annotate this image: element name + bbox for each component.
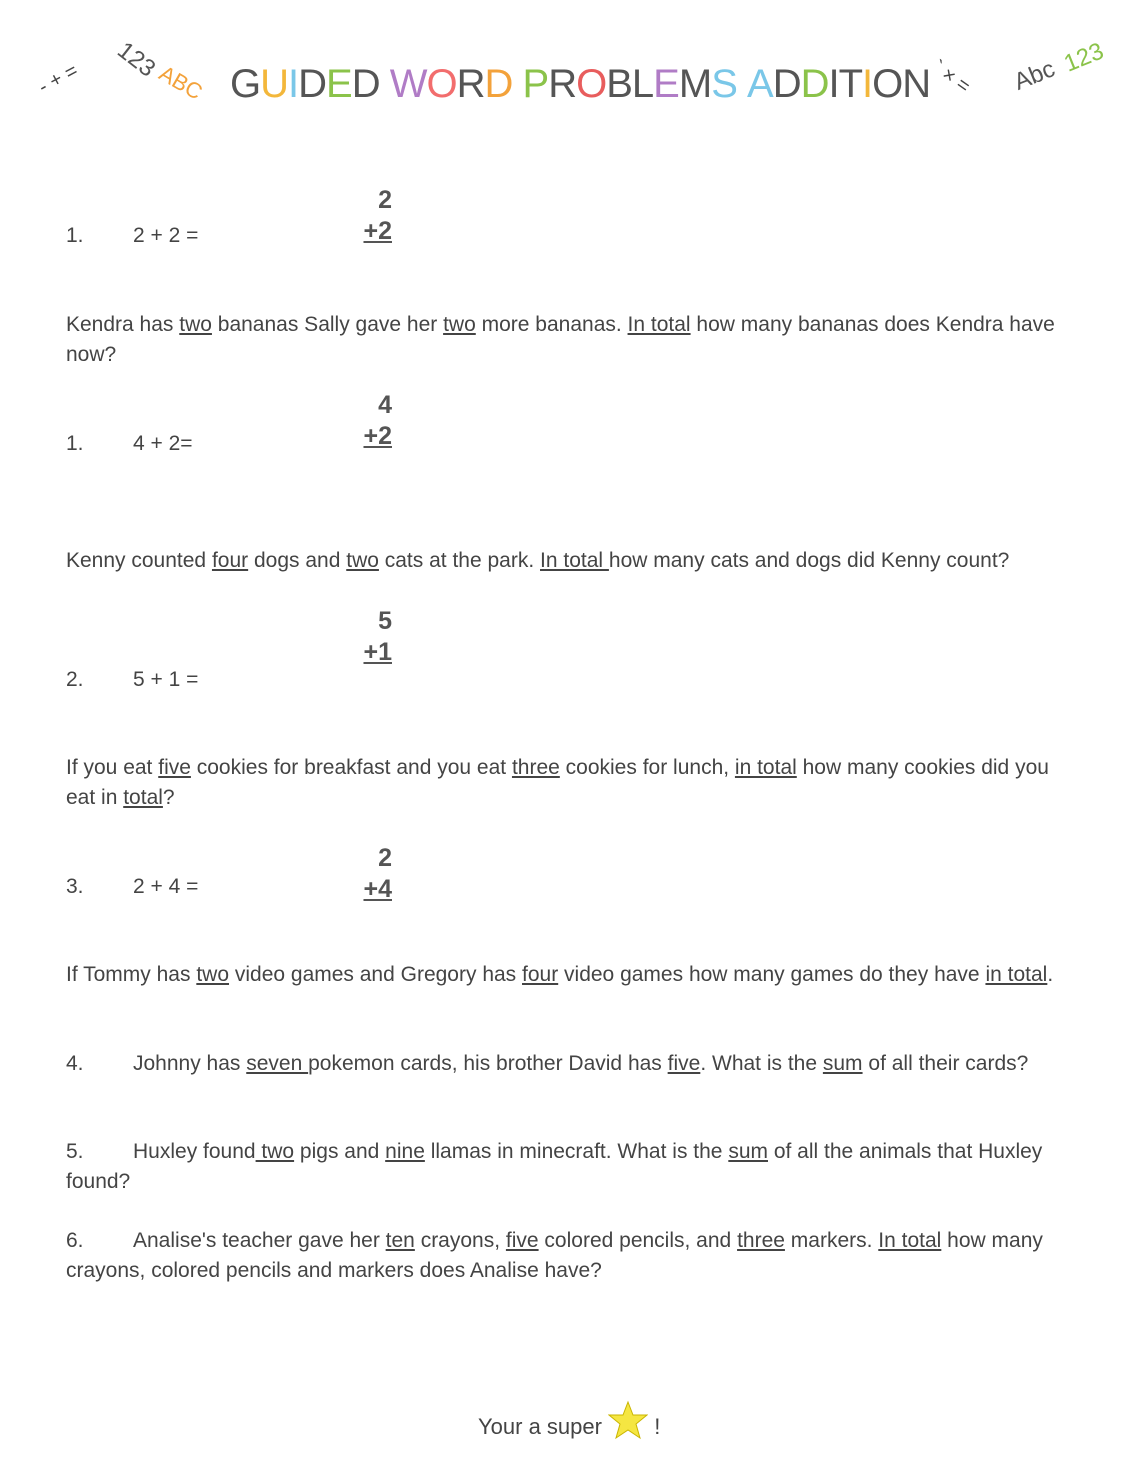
title-letter: E: [326, 62, 352, 106]
problem-number: 1.: [66, 432, 84, 455]
problem-equation: 2 + 2 =: [133, 224, 199, 247]
story-text: how many cookies did you eat in: [66, 756, 1049, 809]
story-text: Kendra has: [66, 313, 180, 336]
vertical-top-number: 2: [378, 844, 392, 872]
title-letter: R: [456, 62, 485, 106]
problem-number: 6.: [66, 1229, 84, 1252]
problem-number: 3.: [66, 875, 84, 898]
title-letter: M: [678, 62, 712, 106]
title-letter: O: [576, 62, 607, 106]
keyword-underlined: total: [123, 786, 163, 809]
vertical-bottom-number: +2: [363, 217, 392, 245]
keyword-underlined: two: [346, 549, 379, 572]
story-text: Johnny has: [133, 1052, 247, 1075]
keyword-underlined: five: [667, 1052, 701, 1075]
title-letter: [380, 62, 390, 106]
story-text: llamas in minecraft. What is the: [424, 1140, 729, 1163]
story-text: . What is the: [700, 1052, 823, 1075]
title-letter: A: [747, 62, 773, 106]
title-letter: L: [631, 62, 654, 106]
story-text: Huxley found: [133, 1140, 256, 1163]
story-text: pokemon cards, his brother David has: [308, 1052, 668, 1075]
story-text: how many cats and dogs did Kenny count?: [608, 549, 1010, 572]
vertical-addition: [352, 186, 392, 246]
keyword-underlined: five: [505, 1229, 539, 1252]
story-text: pigs and: [294, 1140, 386, 1163]
title-letter: W: [389, 62, 427, 106]
title-letter: B: [606, 62, 632, 106]
vertical-addition: [352, 607, 392, 667]
vertical-bottom-number: +4: [363, 875, 392, 903]
story-problem: [66, 960, 1076, 990]
vertical-bottom-number: +2: [363, 422, 392, 450]
story-text: of all their cards?: [862, 1052, 1029, 1075]
keyword-underlined: two: [179, 313, 212, 336]
story-text: cookies for breakfast and you eat: [190, 756, 512, 779]
page-title: [230, 62, 930, 107]
deco-abc-left: ABC: [155, 60, 207, 105]
keyword-underlined: four: [211, 549, 249, 572]
story-text: video games and Gregory has: [229, 963, 523, 986]
title-letter: D: [484, 62, 513, 106]
story-text: cats at the park.: [378, 549, 541, 572]
deco-symbols-left: - + =: [35, 59, 82, 99]
deco-123-right: 123: [1060, 37, 1108, 78]
keyword-underlined: three: [511, 756, 560, 779]
story-text: more bananas.: [475, 313, 628, 336]
story-text: cookies for lunch,: [559, 756, 735, 779]
word-problem: [66, 1226, 1076, 1286]
story-text: If you eat: [66, 756, 159, 779]
keyword-underlined: in total: [734, 756, 797, 779]
title-letter: G: [230, 62, 261, 106]
star-icon: [608, 1400, 648, 1446]
story-text: how many crayons, colored pencils and markers does Analise have?: [66, 1229, 1043, 1282]
vertical-top-number: 5: [378, 607, 392, 635]
title-letter: D: [351, 62, 380, 106]
title-letter: S: [711, 62, 737, 106]
story-problem: [66, 310, 1076, 370]
title-letter: D: [772, 62, 801, 106]
deco-symbols-right: ` × =: [927, 56, 975, 98]
story-text: video games how many games do they have: [558, 963, 986, 986]
problem-number: 5.: [66, 1140, 84, 1163]
title-letter: I: [862, 62, 873, 106]
title-letter: D: [800, 62, 829, 106]
title-letter: E: [653, 62, 679, 106]
story-text: .: [1047, 963, 1054, 986]
problem-number: 2.: [66, 668, 84, 691]
title-letter: I: [828, 62, 839, 106]
story-text: Analise's teacher gave her: [133, 1229, 386, 1252]
problem-number: 4.: [66, 1052, 84, 1075]
word-problem: [66, 1137, 1076, 1197]
keyword-underlined: In total: [540, 549, 609, 572]
story-text: markers.: [784, 1229, 879, 1252]
story-problem: [66, 546, 1076, 576]
keyword-underlined: two: [443, 313, 476, 336]
keyword-underlined: sum: [822, 1052, 863, 1075]
story-text: If Tommy has: [66, 963, 197, 986]
deco-abc-right: Abc: [1010, 55, 1059, 96]
title-letter: O: [872, 62, 903, 106]
vertical-top-number: 4: [378, 391, 392, 419]
story-text: Kenny counted: [66, 549, 212, 572]
title-letter: [512, 62, 522, 106]
story-text: dogs and: [248, 549, 347, 572]
title-letter: I: [288, 62, 299, 106]
story-text: ?: [162, 786, 175, 809]
encouragement-footer: [478, 1400, 660, 1446]
vertical-top-number: 2: [378, 186, 392, 214]
title-letter: D: [298, 62, 327, 106]
story-text: bananas Sally gave her: [211, 313, 444, 336]
keyword-underlined: five: [158, 756, 191, 779]
problem-equation: 4 + 2=: [133, 432, 193, 455]
story-problem: [66, 753, 1076, 813]
title-letter: T: [838, 62, 863, 106]
deco-123-left: 123: [112, 36, 161, 83]
problem-number: 1.: [66, 224, 84, 247]
title-letter: N: [902, 62, 931, 106]
keyword-underlined: two: [196, 963, 230, 986]
keyword-underlined: in total: [985, 963, 1048, 986]
title-letter: R: [548, 62, 577, 106]
keyword-underlined: four: [522, 963, 559, 986]
word-problem: [66, 1049, 1076, 1079]
footer-text: Your a super: [478, 1414, 602, 1439]
story-text: how many bananas does Kendra have now?: [66, 313, 1055, 366]
problem-equation: 2 + 4 =: [133, 875, 199, 898]
keyword-underlined: two: [255, 1140, 295, 1163]
vertical-addition: [352, 391, 392, 451]
title-letter: [737, 62, 747, 106]
story-text: crayons,: [414, 1229, 506, 1252]
keyword-underlined: In total: [627, 313, 691, 336]
keyword-underlined: ten: [385, 1229, 415, 1252]
keyword-underlined: In total: [878, 1229, 942, 1252]
vertical-bottom-number: +1: [363, 638, 392, 666]
story-text: of all the animals that Huxley found?: [66, 1140, 1043, 1193]
title-letter: U: [260, 62, 289, 106]
story-text: colored pencils, and: [538, 1229, 738, 1252]
title-letter: P: [522, 62, 549, 106]
keyword-underlined: seven: [246, 1052, 309, 1075]
keyword-underlined: nine: [385, 1140, 425, 1163]
keyword-underlined: three: [737, 1229, 785, 1252]
problem-equation: 5 + 1 =: [133, 668, 199, 691]
title-letter: O: [426, 62, 457, 106]
vertical-addition: [352, 844, 392, 904]
footer-exclamation: !: [654, 1414, 661, 1439]
keyword-underlined: sum: [728, 1140, 768, 1163]
